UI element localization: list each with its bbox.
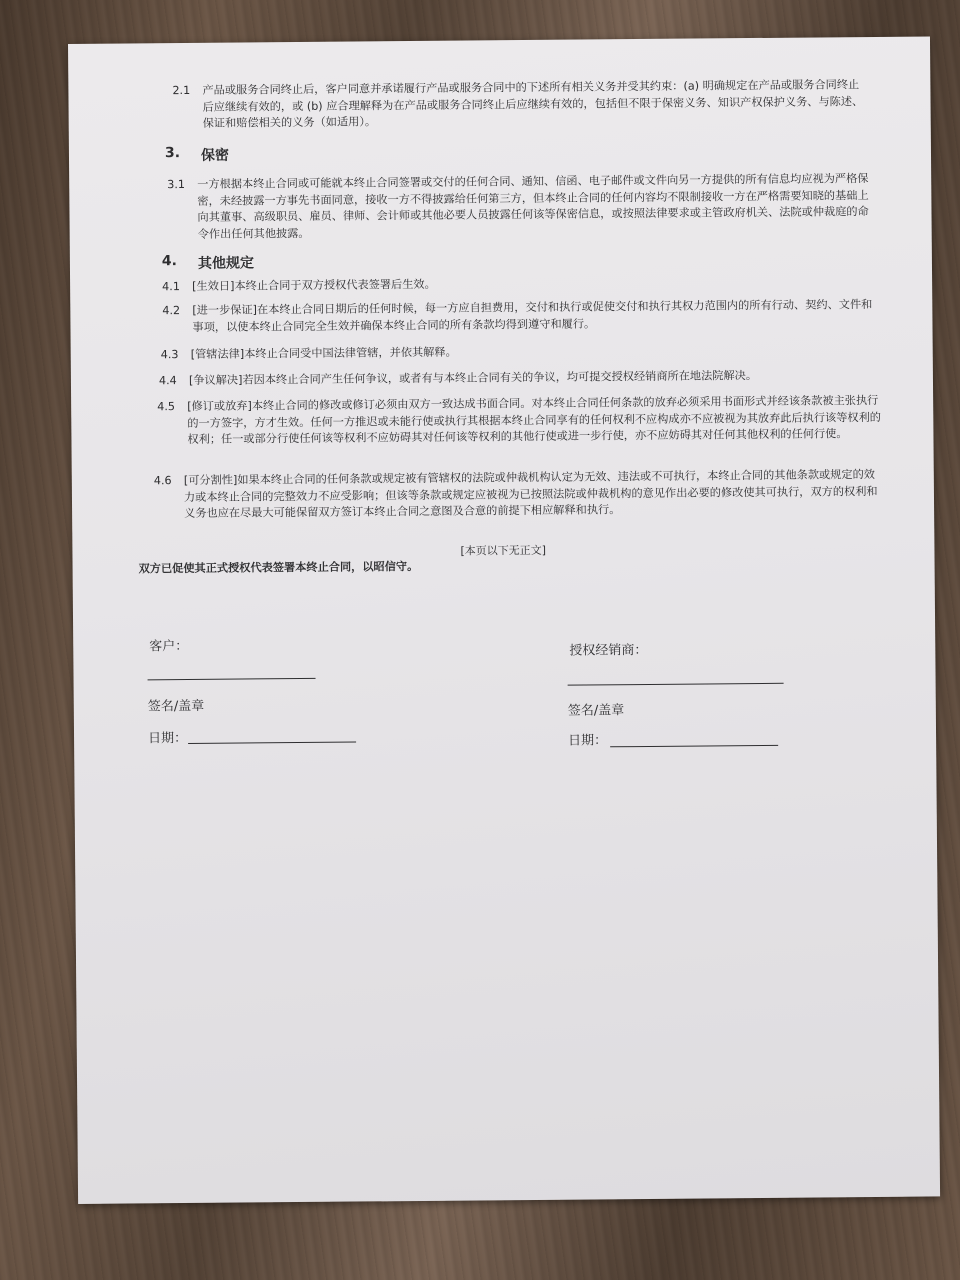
document-page — [68, 36, 940, 1203]
clause-2-1 — [172, 77, 864, 130]
dealer-sign-label: 签名/盖章 — [567, 703, 625, 719]
clause-4-2 — [162, 297, 873, 334]
customer-sign-label: 签名/盖章 — [147, 698, 205, 715]
clause-number: 2.1 — [172, 83, 191, 98]
closing-statement: 双方已促使其正式授权代表签署本终止合同，以昭信守。 — [138, 559, 419, 576]
clause-number: 4.6 — [153, 474, 172, 488]
clause-4-4 — [158, 367, 871, 388]
clause-number: 4.3 — [160, 348, 179, 362]
clause-text: [争议解决]若因本终止合同产生任何争议，或者有与本终止合同有关的争议，均可提交授权经销商所在地法院解决。 — [188, 369, 758, 387]
clause-4-1 — [162, 273, 872, 294]
customer-signature-line — [148, 678, 316, 680]
dealer-date-label: 日期： — [568, 733, 608, 749]
heading-number: 4. — [161, 253, 178, 270]
heading-text: 保密 — [200, 147, 230, 164]
clause-number: 4.4 — [158, 374, 177, 388]
heading-number: 3. — [164, 145, 181, 162]
dealer-date-line — [610, 745, 778, 747]
clause-text: 产品或服务合同终止后，客户同意并承诺履行产品或服务合同中的下述所有相关义务并受其约束：(a) 明确规定在产品或服务合同终止后应继续有效的，或 (b) 应合理解释为在产品或服务合同终止后应继续有效的，包括但不限于保密义务、知识产权保护义务、与陈述、保证和赔偿相关的义务（如适用）。 — [202, 78, 864, 130]
clause-3-1 — [167, 171, 877, 241]
clause-number: 4.1 — [162, 280, 180, 294]
clause-4-3 — [160, 341, 871, 362]
clause-4-6 — [153, 467, 884, 521]
clause-text: [生效日]本终止合同于双方授权代表签署后生效。 — [192, 277, 436, 293]
clause-number: 3.1 — [167, 177, 186, 192]
customer-date-line — [188, 742, 356, 744]
dealer-label: 授权经销商： — [569, 642, 648, 659]
heading-text: 其他规定 — [197, 255, 254, 272]
clause-text: [可分割性]如果本终止合同的任何条款或规定被有管辖权的法院或仲裁机构认定为无效、违法或不可执行，本终止合同的其他条款或规定的效力或本终止合同的完整效力不应受影响；但该等条款或规定应被视为已按照法院或仲裁机构的意见作出必要的修改使其可执行，双方的权利和义务也应在尽最大可能保留双方签订本终止合同之意图及合意的前提下相应解释和执行。 — [183, 467, 878, 521]
clause-number: 4.2 — [162, 304, 181, 318]
customer-label: 客户： — [149, 638, 189, 655]
clause-text: [进一步保证]在本终止合同日期后的任何时候，每一方应自担费用，交付和执行或促使交付和执行其权力范围内的所有行动、契约、文件和事项，以使本终止合同完全生效并确保本终止合同的所有条款均得到遵守和履行。 — [192, 297, 873, 334]
no-text-below-note: [本页以下无正文] — [460, 543, 547, 558]
clause-text: [管辖法律]本终止合同受中国法律管辖，并依其解释。 — [190, 345, 457, 361]
customer-date-label: 日期： — [148, 730, 188, 747]
clause-4-5 — [157, 393, 887, 446]
clause-text: [修订或放弃]本终止合同的修改或修订必须由双方一致达成书面合同。对本终止合同任何条款的放弃必须采用书面形式并经该条款被主张执行的一方签字，方才生效。任何一方推迟或未能行使或执行其根据本终止合同享有的任何权利不应构成亦不应被视为其放弃此后执行该等权利的权利；任一或部分行使任何该等权利不应妨碍其对任何该等权利的其他行使或进一步行使，亦不应妨碍其对任何其他权利的任何行使。 — [187, 393, 881, 446]
dealer-signature-line — [568, 683, 784, 686]
clause-number: 4.5 — [157, 400, 176, 414]
clause-text: 一方根据本终止合同或可能就本终止合同签署或交付的任何合同、通知、信函、电子邮件或文件向另一方提供的所有信息均应视为严格保密，未经披露一方事先书面同意，接收一方不得披露给任何第三方，但本终止合同的任何内容均不限制接收一方在严格需要知晓的基础上向其董事、高级职员、雇员、律师、会计师或其他必要人员披露任何该等保密信息，或按照法律要求或主管政府机关、法院或仲裁庭的命令作出任何其他披露。 — [197, 172, 869, 241]
